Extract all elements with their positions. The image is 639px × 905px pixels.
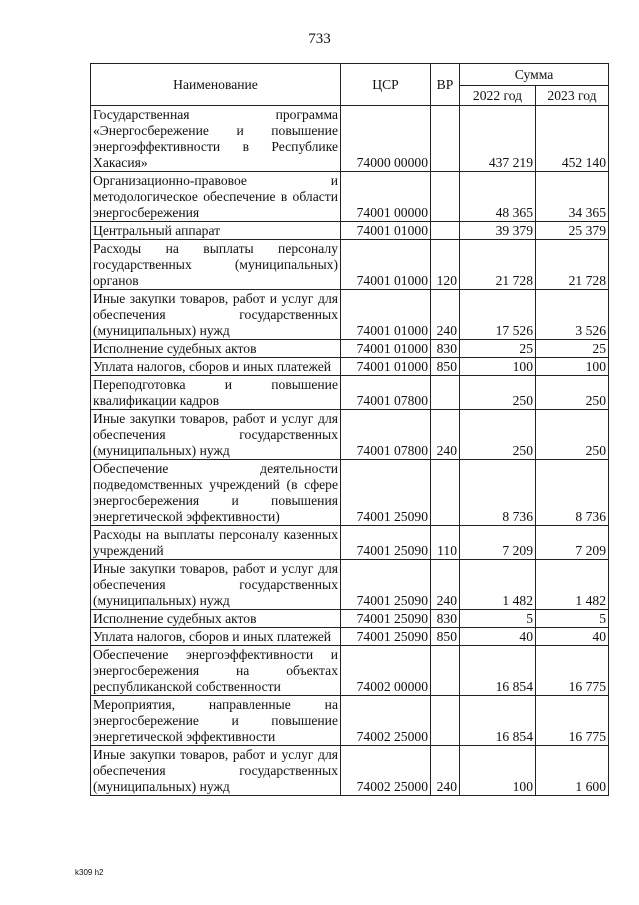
header-year-2022: 2022 год bbox=[460, 86, 536, 106]
table-row bbox=[91, 560, 609, 610]
table-body bbox=[91, 106, 609, 796]
row-name: Обеспечение деятельности подведомственных учреждений (в сфере энергосбережения и повышения энергетической эффективности) bbox=[91, 460, 341, 526]
table-row bbox=[91, 628, 609, 646]
row-sum-2023: 7 209 bbox=[536, 526, 609, 560]
row-sum-2023: 5 bbox=[536, 610, 609, 628]
table-row bbox=[91, 610, 609, 628]
row-sum-2023: 250 bbox=[536, 410, 609, 460]
table-row bbox=[91, 410, 609, 460]
row-sum-2022: 17 526 bbox=[460, 290, 536, 340]
header-vr: ВР bbox=[431, 64, 460, 106]
row-sum-2022: 437 219 bbox=[460, 106, 536, 172]
row-vr: 240 bbox=[431, 290, 460, 340]
row-sum-2023: 452 140 bbox=[536, 106, 609, 172]
row-name: Государственная программа «Энергосбережение и повышение энергоэффективности в Республике Хакасия» bbox=[91, 106, 341, 172]
page-number: 733 bbox=[308, 31, 331, 47]
row-sum-2022: 1 482 bbox=[460, 560, 536, 610]
row-vr bbox=[431, 172, 460, 222]
row-sum-2022: 100 bbox=[460, 746, 536, 796]
header-sum: Сумма bbox=[460, 64, 609, 86]
row-vr bbox=[431, 106, 460, 172]
table-row bbox=[91, 290, 609, 340]
row-csr: 74001 25090 bbox=[341, 526, 431, 560]
row-name: Расходы на выплаты персоналу казенных учреждений bbox=[91, 526, 341, 560]
row-vr: 240 bbox=[431, 560, 460, 610]
row-csr: 74001 25090 bbox=[341, 460, 431, 526]
footer-code: k309 h2 bbox=[75, 868, 104, 877]
row-name: Иные закупки товаров, работ и услуг для обеспечения государственных (муниципальных) нужд bbox=[91, 290, 341, 340]
row-sum-2022: 250 bbox=[460, 410, 536, 460]
row-sum-2023: 100 bbox=[536, 358, 609, 376]
row-vr: 850 bbox=[431, 358, 460, 376]
row-csr: 74001 07800 bbox=[341, 410, 431, 460]
row-vr: 110 bbox=[431, 526, 460, 560]
row-sum-2022: 7 209 bbox=[460, 526, 536, 560]
table-row bbox=[91, 172, 609, 222]
table-row bbox=[91, 646, 609, 696]
table-row bbox=[91, 696, 609, 746]
row-sum-2022: 100 bbox=[460, 358, 536, 376]
row-csr: 74001 25090 bbox=[341, 610, 431, 628]
header-name: Наименование bbox=[91, 64, 341, 106]
row-name: Мероприятия, направленные на энергосбережение и повышение энергетической эффективности bbox=[91, 696, 341, 746]
row-name: Иные закупки товаров, работ и услуг для обеспечения государственных (муниципальных) нужд bbox=[91, 560, 341, 610]
header-year-2023: 2023 год bbox=[536, 86, 609, 106]
table-row bbox=[91, 340, 609, 358]
row-sum-2022: 250 bbox=[460, 376, 536, 410]
row-sum-2022: 25 bbox=[460, 340, 536, 358]
row-csr: 74001 01000 bbox=[341, 222, 431, 240]
row-name: Исполнение судебных актов bbox=[91, 340, 341, 358]
row-vr: 120 bbox=[431, 240, 460, 290]
row-name: Уплата налогов, сборов и иных платежей bbox=[91, 358, 341, 376]
row-vr bbox=[431, 460, 460, 526]
row-sum-2022: 8 736 bbox=[460, 460, 536, 526]
row-sum-2023: 250 bbox=[536, 376, 609, 410]
row-name: Организационно-правовое и методологическое обеспечение в области энергосбережения bbox=[91, 172, 341, 222]
row-csr: 74002 25000 bbox=[341, 746, 431, 796]
row-csr: 74001 01000 bbox=[341, 358, 431, 376]
row-sum-2023: 25 379 bbox=[536, 222, 609, 240]
row-csr: 74001 25090 bbox=[341, 560, 431, 610]
row-sum-2022: 16 854 bbox=[460, 646, 536, 696]
row-csr: 74001 00000 bbox=[341, 172, 431, 222]
table-row bbox=[91, 106, 609, 172]
row-vr: 240 bbox=[431, 410, 460, 460]
row-name: Центральный аппарат bbox=[91, 222, 341, 240]
row-csr: 74000 00000 bbox=[341, 106, 431, 172]
row-vr bbox=[431, 222, 460, 240]
table-row bbox=[91, 358, 609, 376]
row-name: Расходы на выплаты персоналу государственных (муниципальных) органов bbox=[91, 240, 341, 290]
row-sum-2023: 3 526 bbox=[536, 290, 609, 340]
row-sum-2022: 16 854 bbox=[460, 696, 536, 746]
budget-table bbox=[90, 63, 609, 796]
row-csr: 74001 07800 bbox=[341, 376, 431, 410]
row-sum-2023: 25 bbox=[536, 340, 609, 358]
row-sum-2023: 21 728 bbox=[536, 240, 609, 290]
row-vr bbox=[431, 376, 460, 410]
row-sum-2022: 48 365 bbox=[460, 172, 536, 222]
row-sum-2023: 16 775 bbox=[536, 646, 609, 696]
row-vr: 830 bbox=[431, 340, 460, 358]
table-header bbox=[91, 64, 609, 106]
row-vr bbox=[431, 696, 460, 746]
row-csr: 74001 25090 bbox=[341, 628, 431, 646]
row-csr: 74002 00000 bbox=[341, 646, 431, 696]
row-sum-2022: 39 379 bbox=[460, 222, 536, 240]
row-sum-2023: 34 365 bbox=[536, 172, 609, 222]
table-row bbox=[91, 460, 609, 526]
row-name: Уплата налогов, сборов и иных платежей bbox=[91, 628, 341, 646]
row-csr: 74002 25000 bbox=[341, 696, 431, 746]
row-sum-2022: 21 728 bbox=[460, 240, 536, 290]
row-sum-2022: 5 bbox=[460, 610, 536, 628]
table-row bbox=[91, 376, 609, 410]
table-row bbox=[91, 526, 609, 560]
row-vr: 850 bbox=[431, 628, 460, 646]
row-sum-2023: 16 775 bbox=[536, 696, 609, 746]
row-csr: 74001 01000 bbox=[341, 290, 431, 340]
table-row bbox=[91, 240, 609, 290]
table-row bbox=[91, 222, 609, 240]
row-csr: 74001 01000 bbox=[341, 240, 431, 290]
header-csr: ЦСР bbox=[341, 64, 431, 106]
row-csr: 74001 01000 bbox=[341, 340, 431, 358]
row-name: Исполнение судебных актов bbox=[91, 610, 341, 628]
row-sum-2023: 1 482 bbox=[536, 560, 609, 610]
row-name: Иные закупки товаров, работ и услуг для обеспечения государственных (муниципальных) нужд bbox=[91, 410, 341, 460]
row-vr bbox=[431, 646, 460, 696]
row-vr: 830 bbox=[431, 610, 460, 628]
row-sum-2023: 1 600 bbox=[536, 746, 609, 796]
table-row bbox=[91, 746, 609, 796]
row-name: Иные закупки товаров, работ и услуг для обеспечения государственных (муниципальных) нужд bbox=[91, 746, 341, 796]
row-sum-2022: 40 bbox=[460, 628, 536, 646]
row-vr: 240 bbox=[431, 746, 460, 796]
row-name: Переподготовка и повышение квалификации кадров bbox=[91, 376, 341, 410]
row-name: Обеспечение энергоэффективности и энергосбережения на объектах республиканской собственности bbox=[91, 646, 341, 696]
row-sum-2023: 8 736 bbox=[536, 460, 609, 526]
row-sum-2023: 40 bbox=[536, 628, 609, 646]
